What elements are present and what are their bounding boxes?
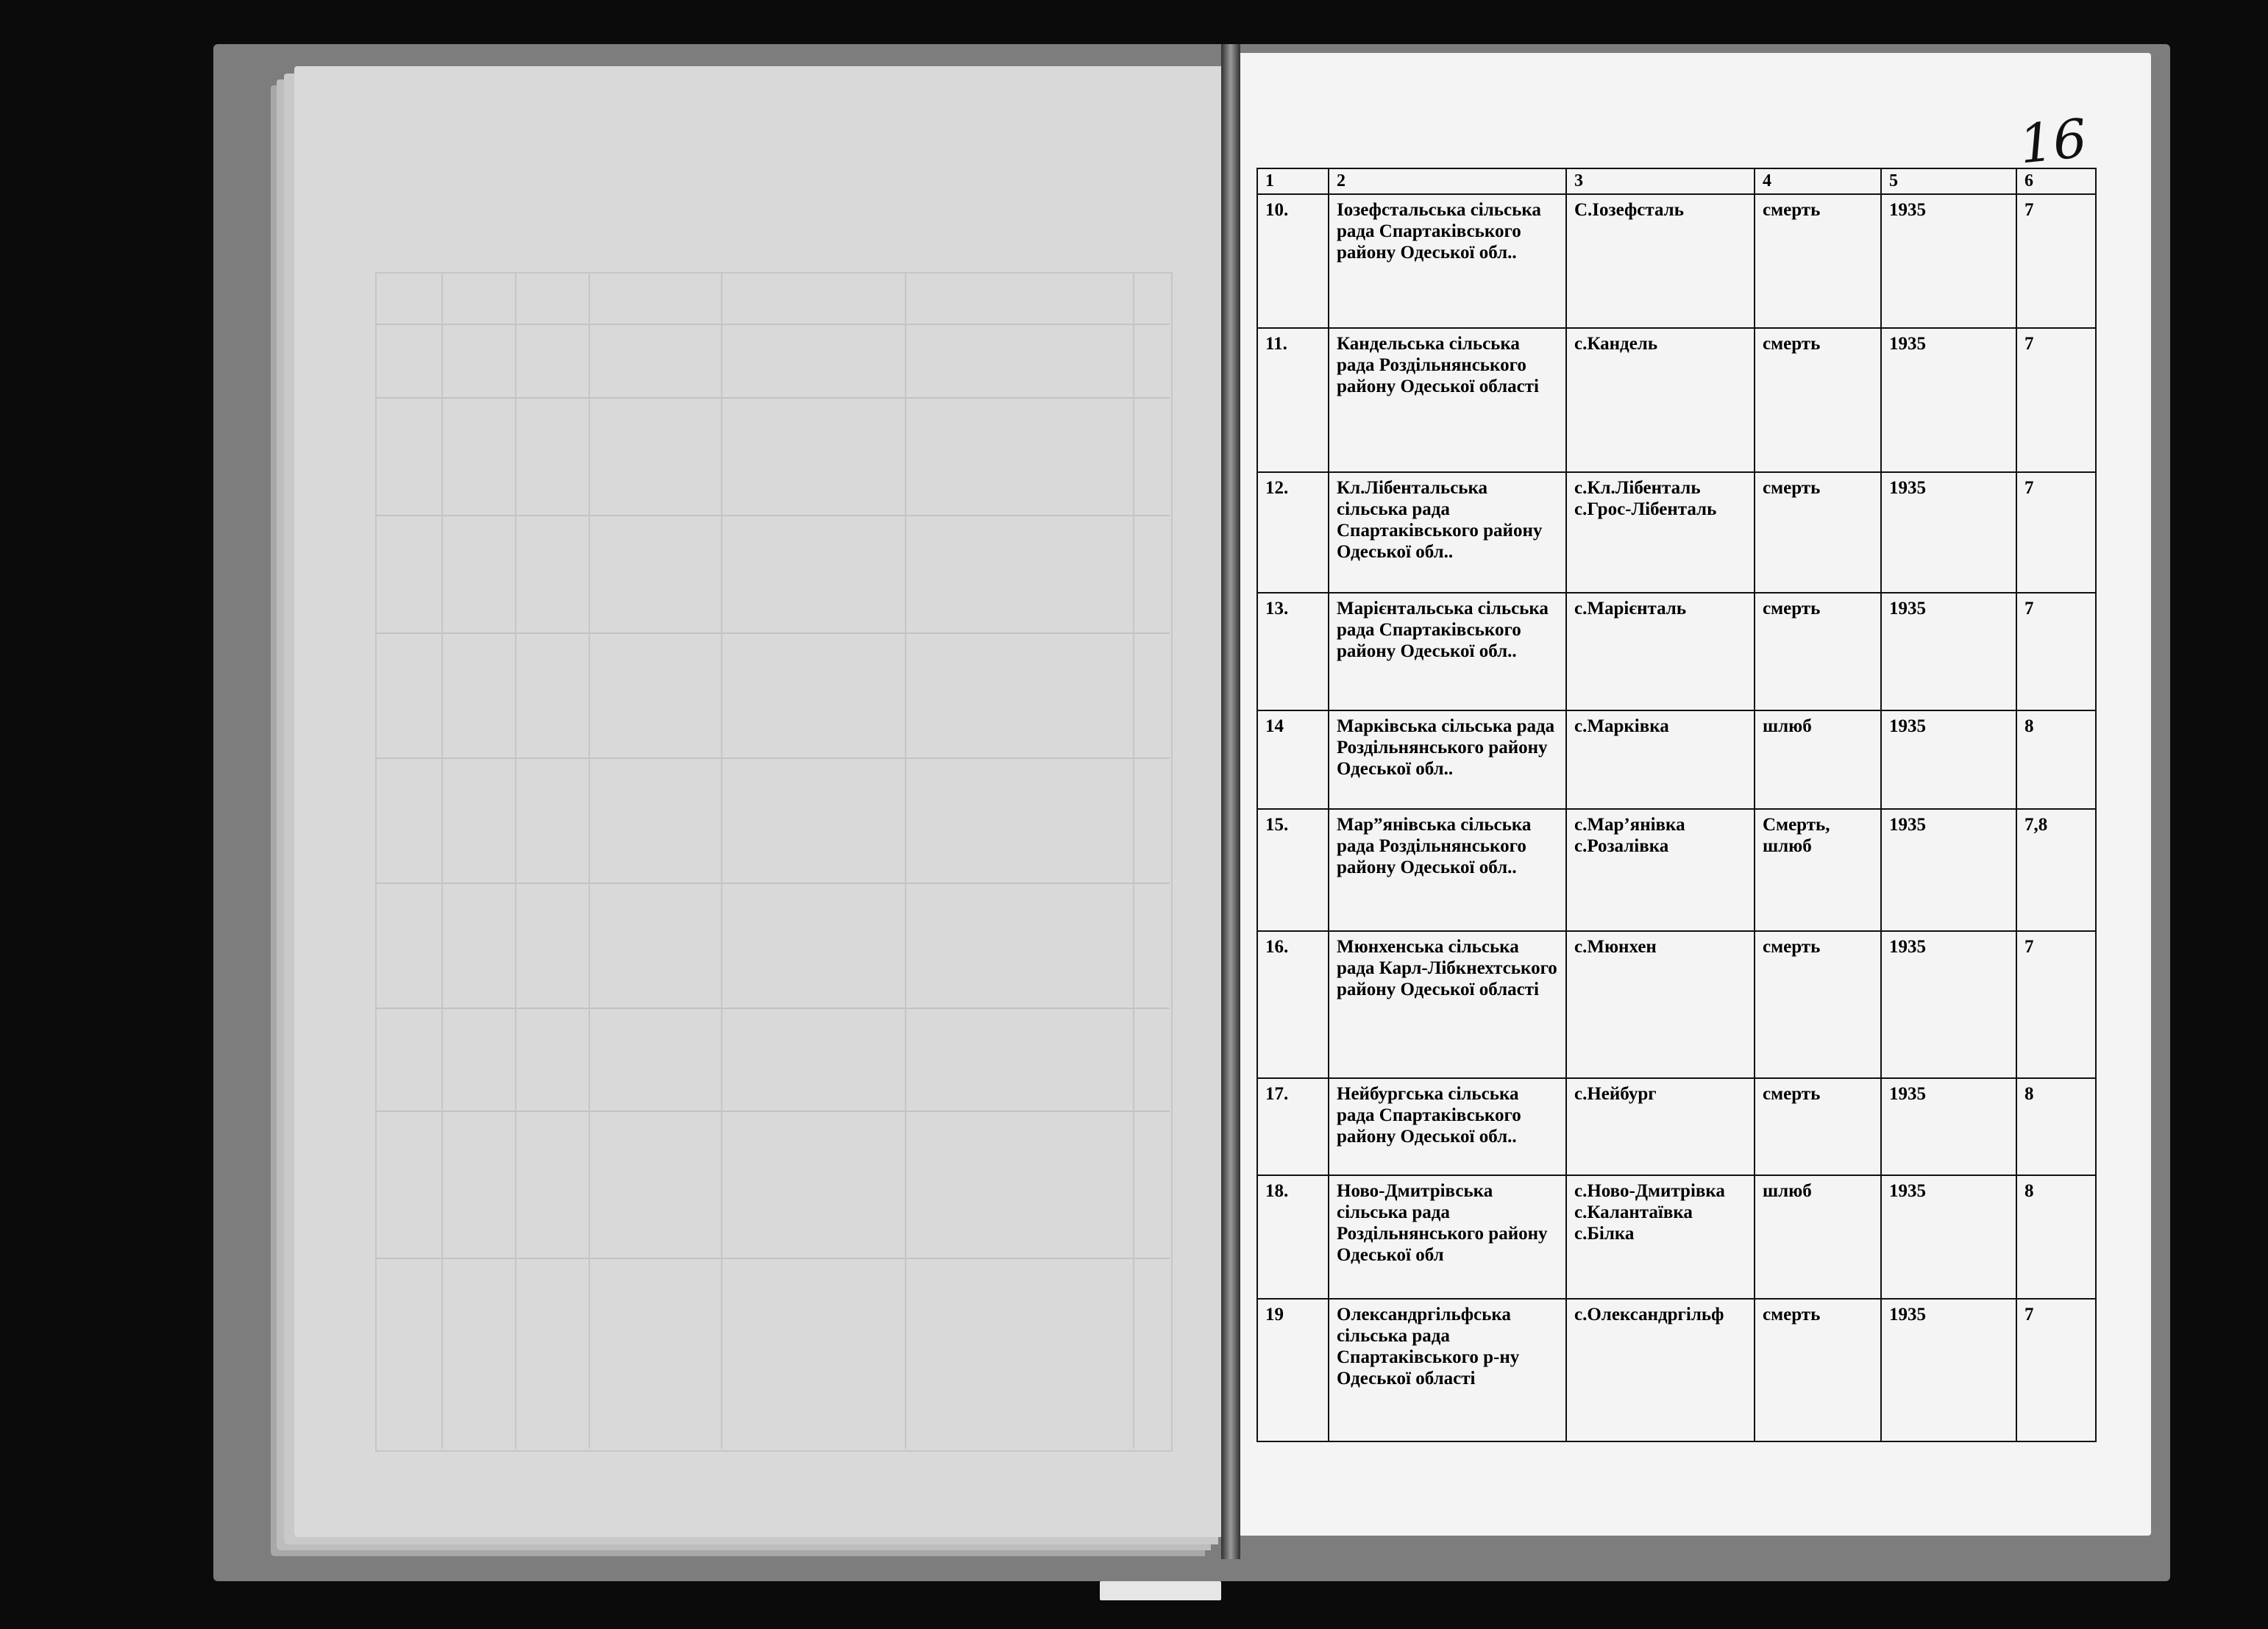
village-council: Олександргільфська сільська рада Спартаківського р-ну Одеської області (1329, 1299, 1566, 1441)
ghost-col-line (721, 272, 722, 1449)
village-council: Марієнтальська сільська рада Спартаківського району Одеської обл.. (1329, 593, 1566, 710)
row-number: 18. (1257, 1175, 1329, 1299)
settlements: с.Марківка (1566, 710, 1755, 809)
table-row (1257, 710, 2096, 809)
row-number: 12. (1257, 472, 1329, 593)
count: 7 (2016, 328, 2096, 472)
count: 7,8 (2016, 809, 2096, 931)
ghost-row-line (375, 1008, 1170, 1009)
row-number: 17. (1257, 1078, 1329, 1175)
count: 7 (2016, 593, 2096, 710)
table-row (1257, 328, 2096, 472)
record-type: шлюб (1755, 1175, 1881, 1299)
ghost-col-line (905, 272, 906, 1449)
ghost-row-line (375, 1258, 1170, 1259)
row-number: 16. (1257, 931, 1329, 1078)
settlements: с.Марієнталь (1566, 593, 1755, 710)
table-row (1257, 593, 2096, 710)
village-council: Кл.Лібентальська сільська рада Спартаківського району Одеської обл.. (1329, 472, 1566, 593)
count: 7 (2016, 1299, 2096, 1441)
ghost-col-line (515, 272, 516, 1449)
book-spine (1221, 44, 1240, 1559)
ghost-col-line (1133, 272, 1134, 1449)
count: 7 (2016, 931, 2096, 1078)
header-col-1: 1 (1257, 168, 1329, 194)
header-col-3: 3 (1566, 168, 1755, 194)
table-row (1257, 194, 2096, 328)
village-council: Нейбургська сільська рада Спартаківського району Одеської обл.. (1329, 1078, 1566, 1175)
record-type: смерть (1755, 1299, 1881, 1441)
settlements: С.Іозефсталь (1566, 194, 1755, 328)
header-col-4: 4 (1755, 168, 1881, 194)
count: 7 (2016, 472, 2096, 593)
ghost-row-line (375, 1111, 1170, 1112)
record-type: смерть (1755, 1078, 1881, 1175)
record-type: смерть (1755, 931, 1881, 1078)
table-row (1257, 809, 2096, 931)
table-row (1257, 1175, 2096, 1299)
row-number: 11. (1257, 328, 1329, 472)
settlements: с.Нейбург (1566, 1078, 1755, 1175)
settlements: с.Ново-Дмитрівка с.Калантаївка с.Білка (1566, 1175, 1755, 1299)
year: 1935 (1881, 931, 2016, 1078)
year: 1935 (1881, 710, 2016, 809)
year: 1935 (1881, 194, 2016, 328)
table-row (1257, 472, 2096, 593)
settlements: с.Кл.Лібенталь с.Грос-Лібенталь (1566, 472, 1755, 593)
ghost-col-line (441, 272, 443, 1449)
record-type: смерть (1755, 472, 1881, 593)
bleed-through-table (375, 272, 1173, 1452)
village-council: Марківська сільська рада Роздільнянського району Одеської обл.. (1329, 710, 1566, 809)
ghost-row-line (375, 515, 1170, 516)
ghost-row-line (375, 632, 1170, 634)
record-type: смерть (1755, 593, 1881, 710)
ghost-row-line (375, 324, 1170, 325)
settlements: с.Мюнхен (1566, 931, 1755, 1078)
village-council: Іозефстальська сільська рада Спартаківського району Одеської обл.. (1329, 194, 1566, 328)
row-number: 15. (1257, 809, 1329, 931)
village-council: Мюнхенська сільська рада Карл-Лібкнехтського району Одеської області (1329, 931, 1566, 1078)
village-council: Ново-Дмитрівська сільська рада Роздільнянського району Одеської обл (1329, 1175, 1566, 1299)
year: 1935 (1881, 593, 2016, 710)
table-row (1257, 1299, 2096, 1441)
row-number: 13. (1257, 593, 1329, 710)
header-col-2: 2 (1329, 168, 1566, 194)
row-number: 10. (1257, 194, 1329, 328)
row-number: 14 (1257, 710, 1329, 809)
count: 8 (2016, 1175, 2096, 1299)
table-row (1257, 931, 2096, 1078)
village-council: Кандельська сільська рада Роздільнянського району Одеської області (1329, 328, 1566, 472)
ghost-col-line (589, 272, 590, 1449)
year: 1935 (1881, 1299, 2016, 1441)
table-row (1257, 1078, 2096, 1175)
village-council: Мар”янівська сільська рада Роздільнянського району Одеської обл.. (1329, 809, 1566, 931)
settlements: с.Олександргільф (1566, 1299, 1755, 1441)
record-type: шлюб (1755, 710, 1881, 809)
ghost-row-line (375, 397, 1170, 399)
handwritten-page-number: 16 (2016, 107, 2090, 176)
ghost-row-line (375, 883, 1170, 884)
year: 1935 (1881, 472, 2016, 593)
header-col-5: 5 (1881, 168, 2016, 194)
register-table (1256, 168, 2097, 1442)
count: 8 (2016, 710, 2096, 809)
count: 8 (2016, 1078, 2096, 1175)
record-type: Смерть, шлюб (1755, 809, 1881, 931)
record-type: смерть (1755, 328, 1881, 472)
settlements: с.Кандель (1566, 328, 1755, 472)
table-header-row (1257, 168, 2096, 194)
year: 1935 (1881, 809, 2016, 931)
record-type: смерть (1755, 194, 1881, 328)
count: 7 (2016, 194, 2096, 328)
bookmark-tab (1100, 1581, 1221, 1600)
year: 1935 (1881, 1175, 2016, 1299)
ghost-row-line (375, 758, 1170, 759)
header-col-6: 6 (2016, 168, 2096, 194)
settlements: с.Мар’янівка с.Розалівка (1566, 809, 1755, 931)
year: 1935 (1881, 328, 2016, 472)
row-number: 19 (1257, 1299, 1329, 1441)
year: 1935 (1881, 1078, 2016, 1175)
